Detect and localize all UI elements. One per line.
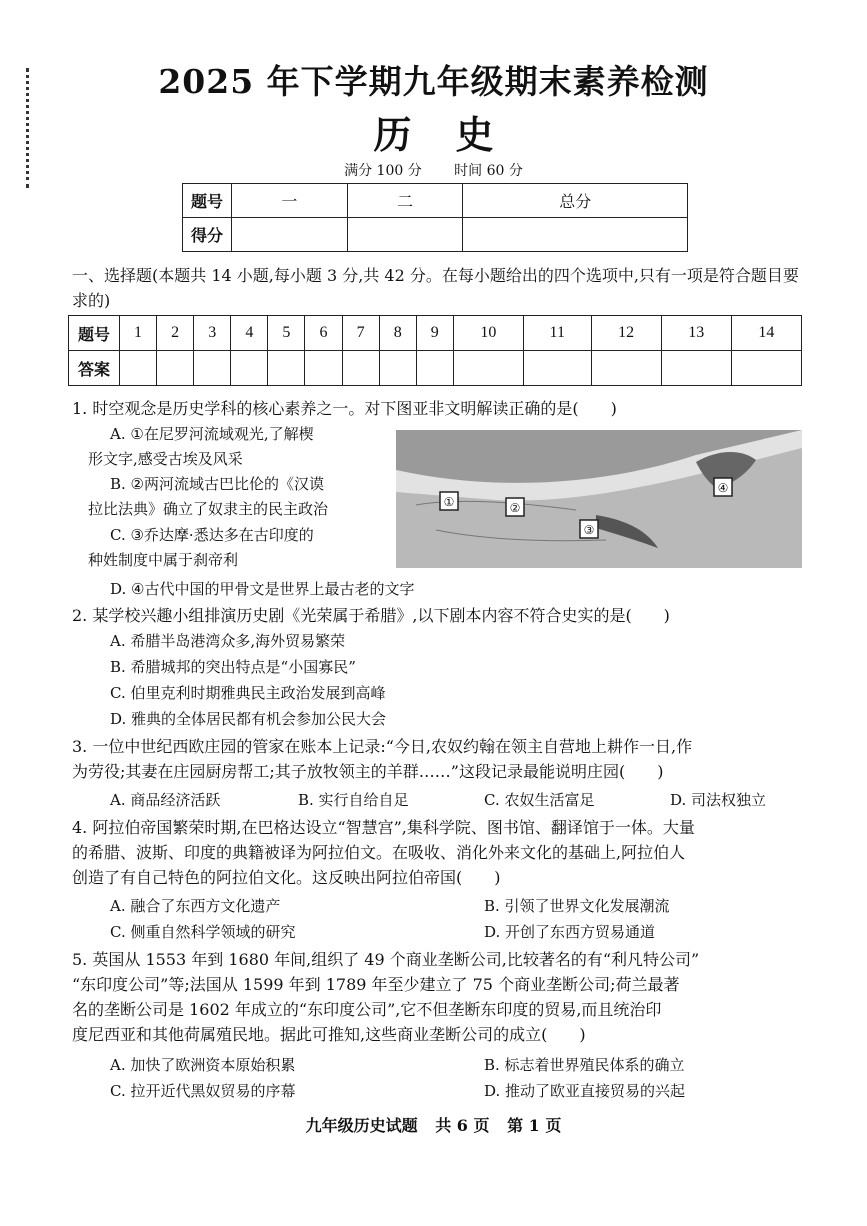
answer-table-number: 3 — [194, 316, 231, 351]
question-stem: 2. 某学校兴趣小组排演历史剧《光荣属于希腊》,以下剧本内容不符合史实的是( ) — [72, 606, 670, 625]
option-text: D. 司法权独立 — [670, 791, 767, 809]
option-text: D. 开创了东西方贸易通道 — [484, 923, 656, 941]
footer-exam-name: 九年级历史试题 — [305, 1116, 418, 1135]
question-stem: 度尼西亚和其他荷属殖民地。据此可推知,这些商业垄断公司的成立( ) — [72, 1025, 586, 1044]
question-4 — [72, 815, 812, 890]
question-stem: 名的垄断公司是 1602 年成立的“东印度公司”,它不但垄断东印度的贸易,而且统治印 — [72, 1000, 662, 1019]
score-cell-1[interactable] — [232, 218, 348, 252]
score-table-col-1: 一 — [232, 184, 348, 218]
option-text: B. 标志着世界殖民体系的确立 — [484, 1056, 685, 1074]
question-2 — [72, 603, 812, 628]
exam-subject: 历史 — [373, 112, 538, 157]
map-marker-1: ① — [443, 495, 455, 509]
answer-table-number: 2 — [157, 316, 194, 351]
option-text: D. 推动了欧亚直接贸易的兴起 — [484, 1082, 686, 1100]
option-text: C. 侧重自然科学领域的研究 — [110, 923, 296, 941]
answer-cell[interactable] — [591, 351, 661, 386]
option-text: A. ①在尼罗河流域观光,了解楔 — [110, 425, 314, 443]
question-5 — [72, 947, 812, 1047]
question-stem: 5. 英国从 1553 年到 1680 年间,组织了 49 个商业垄断公司,比较著名的有“利凡特公司” — [72, 950, 700, 969]
score-cell-2[interactable] — [347, 218, 463, 252]
footer-total-pages: 共 6 页 — [435, 1116, 490, 1135]
score-table — [182, 183, 688, 252]
answer-table-number: 1 — [120, 316, 157, 351]
exam-time: 时间 60 分 — [454, 163, 523, 179]
answer-table-number: 4 — [231, 316, 268, 351]
page-footer — [0, 1113, 867, 1136]
map-marker-3: ③ — [583, 523, 595, 537]
option-text: C. ③乔达摩·悉达多在古印度的 — [110, 526, 314, 544]
option-text: A. 希腊半岛港湾众多,海外贸易繁荣 — [110, 632, 346, 650]
answer-cell[interactable] — [194, 351, 231, 386]
question-stem: 1. 时空观念是历史学科的核心素养之一。对下图亚非文明解读正确的是( ) — [72, 399, 617, 418]
answer-table-answer-label: 答案 — [69, 351, 120, 386]
map-illustration — [396, 430, 802, 568]
answer-table-number: 14 — [731, 316, 801, 351]
option-text: 拉比法典》确立了奴隶主的民主政治 — [88, 500, 329, 518]
option-text: B. ②两河流域古巴比伦的《汉谟 — [110, 475, 325, 493]
question-stem: 4. 阿拉伯帝国繁荣时期,在巴格达设立“智慧宫”,集科学院、图书馆、翻译馆于一体。大量 — [72, 818, 695, 837]
option-text: A. 加快了欧洲资本原始积累 — [110, 1056, 296, 1074]
score-table-col-total: 总分 — [463, 184, 688, 218]
full-score: 满分 100 分 — [344, 163, 422, 179]
option-text: B. 希腊城邦的突出特点是“小国寡民” — [110, 658, 356, 676]
question-stem: “东印度公司”等;法国从 1599 年到 1789 年至少建立了 75 个商业垄断公司;荷兰最著 — [72, 975, 680, 994]
option-text: D. ④古代中国的甲骨文是世界上最古老的文字 — [110, 580, 415, 598]
option-text: D. 雅典的全体居民都有机会参加公民大会 — [110, 710, 387, 728]
answer-cell[interactable] — [342, 351, 379, 386]
option-text: C. 农奴生活富足 — [484, 791, 595, 809]
section-instruction: 一、选择题(本题共 14 小题,每小题 3 分,共 42 分。在每小题给出的四个选项中,只有一项是符合题目要求的) — [72, 266, 799, 310]
answer-table-number-label: 题号 — [69, 316, 120, 351]
answer-table-number: 7 — [342, 316, 379, 351]
answer-cell[interactable] — [120, 351, 157, 386]
score-table-col-2: 二 — [347, 184, 463, 218]
answer-cell[interactable] — [453, 351, 523, 386]
answer-cell[interactable] — [157, 351, 194, 386]
question-stem: 创造了有自己特色的阿拉伯文化。这反映出阿拉伯帝国( ) — [72, 868, 501, 887]
option-text: B. 实行自给自足 — [298, 791, 409, 809]
question-stem: 3. 一位中世纪西欧庄园的管家在账本上记录:“今日,农奴约翰在领主自营地上耕作一日,作 — [72, 737, 693, 756]
answer-table-number: 6 — [305, 316, 342, 351]
option-text: B. 引领了世界文化发展潮流 — [484, 897, 670, 915]
answer-table-number: 5 — [268, 316, 305, 351]
score-cell-total[interactable] — [463, 218, 688, 252]
answer-table — [68, 315, 802, 386]
answer-cell[interactable] — [416, 351, 453, 386]
question-stem: 为劳役;其妻在庄园厨房帮工;其子放牧领主的羊群……”这段记录最能说明庄园( ) — [72, 762, 664, 781]
option-text: A. 融合了东西方文化遗产 — [110, 897, 281, 915]
score-table-header: 题号 — [183, 184, 232, 218]
answer-table-number: 10 — [453, 316, 523, 351]
option-text: 种姓制度中属于刹帝利 — [88, 551, 239, 569]
question-3 — [72, 734, 812, 784]
ancient-civilizations-map — [396, 430, 802, 568]
answer-cell[interactable] — [661, 351, 731, 386]
option-text: 形文字,感受古埃及风采 — [88, 450, 243, 468]
answer-table-number: 11 — [523, 316, 591, 351]
answer-cell[interactable] — [523, 351, 591, 386]
score-row-label: 得分 — [183, 218, 232, 252]
answer-table-number: 8 — [379, 316, 416, 351]
answer-cell[interactable] — [231, 351, 268, 386]
answer-table-number: 9 — [416, 316, 453, 351]
answer-cell[interactable] — [268, 351, 305, 386]
footer-page-number: 第 1 页 — [507, 1116, 562, 1135]
answer-cell[interactable] — [379, 351, 416, 386]
answer-table-number: 13 — [661, 316, 731, 351]
answer-table-number: 12 — [591, 316, 661, 351]
option-text: C. 伯里克利时期雅典民主政治发展到高峰 — [110, 684, 386, 702]
answer-cell[interactable] — [731, 351, 801, 386]
option-text: C. 拉开近代黑奴贸易的序幕 — [110, 1082, 296, 1100]
option-text: A. 商品经济活跃 — [110, 791, 221, 809]
question-1 — [72, 396, 812, 421]
exam-title: 2025 年下学期九年级期末素养检测 — [158, 62, 709, 101]
question-stem: 的希腊、波斯、印度的典籍被译为阿拉伯文。在吸收、消化外来文化的基础上,阿拉伯人 — [72, 843, 686, 862]
map-marker-2: ② — [509, 501, 521, 515]
map-marker-4: ④ — [717, 481, 729, 495]
answer-cell[interactable] — [305, 351, 342, 386]
exam-meta — [0, 160, 867, 180]
